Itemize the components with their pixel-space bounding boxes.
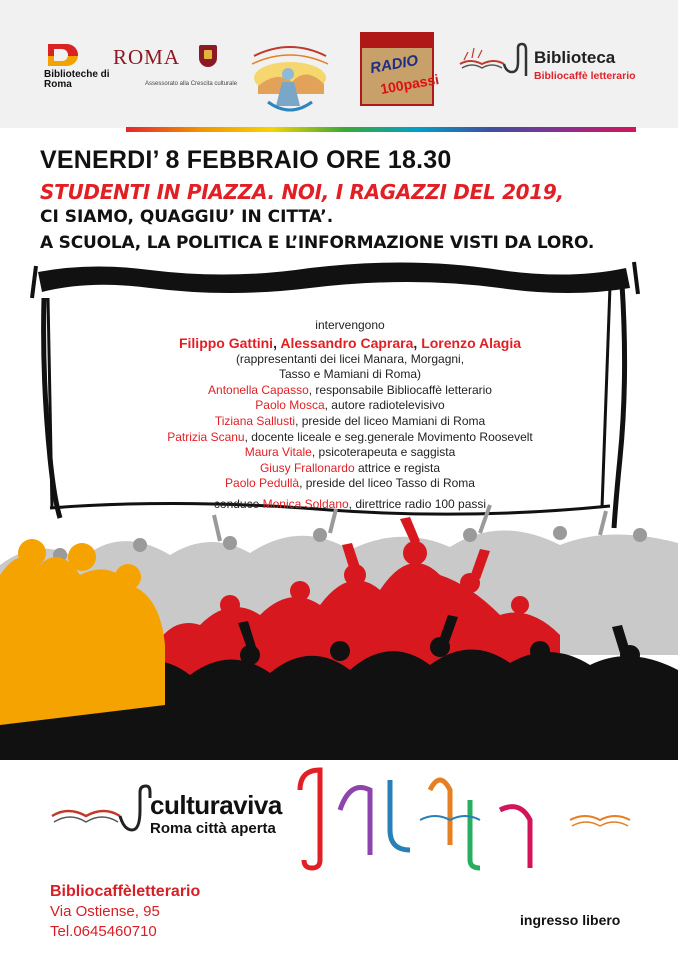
speaker-row <box>150 414 550 430</box>
venue-name: Bibliocaffèletterario <box>50 883 201 900</box>
partner-logos-band <box>0 0 678 128</box>
roma-capitale-logo <box>113 45 238 95</box>
culturaviva-graphics <box>50 750 650 875</box>
roma-crest-icon <box>199 45 217 67</box>
moderator-line: conduce Monica Soldano, direttrice radio 100 passi <box>213 496 487 511</box>
student-reps-note-2: Tasso e Mamiani di Roma) <box>278 367 422 382</box>
speaker-role: , autore radiotelevisivo <box>324 398 445 413</box>
speaker-name: Tiziana Sallusti <box>214 413 296 428</box>
speaker-role: attrice e regista <box>354 460 441 475</box>
speaker-row <box>150 398 550 414</box>
speaker-role: , preside del liceo Mamiani di Roma <box>295 413 486 428</box>
radio-100passi-logo <box>360 32 441 106</box>
speaker-row <box>150 445 550 461</box>
speaker-role: , docente liceale e seg.generale Movimento Roosevelt <box>244 429 533 444</box>
speaker-name: Antonella Capasso <box>208 382 309 397</box>
free-entry-label: ingresso libero <box>520 912 621 928</box>
100passi-label: 100passi <box>379 70 441 98</box>
speaker-name: Giusy Frallonardo <box>259 460 355 475</box>
speaker-row <box>150 430 550 446</box>
venue-street: Via Ostiense, 95 <box>50 903 160 920</box>
speaker-filippo-gattini: Filippo Gattini <box>178 334 274 351</box>
speaker-name: Paolo Mosca <box>255 398 325 413</box>
student-speakers: Filippo Gattini, Alessandro Caprara, Lorenzo Alagia <box>178 334 522 351</box>
biblioteche-di-roma-logo <box>44 40 114 90</box>
biblioteche-di-roma-label: Biblioteche di Roma <box>44 69 110 90</box>
speaker-lorenzo-alagia: Lorenzo Alagia <box>421 334 522 351</box>
radio-label: RADIO <box>368 51 420 78</box>
speaker-name: Paolo Pedullà <box>225 476 300 491</box>
student-reps-note-1: (rappresentanti dei licei Manara, Morgagni, <box>235 351 465 366</box>
biblioteca-title: Biblioteca <box>534 48 616 67</box>
speaker-row <box>150 461 550 477</box>
event-title-line-2: CI SIAMO, QUAGGIU’ IN CITTA’. <box>40 207 334 227</box>
event-title-line-1: STUDENTI IN PIAZZA. NOI, I RAGAZZI DEL 2019, <box>40 180 564 204</box>
venue-phone: Tel.0645460710 <box>50 923 157 940</box>
roma-assessorato-label: Assessorato alla Crescita culturale <box>145 81 238 87</box>
crowd-illustration <box>0 505 678 760</box>
speaker-role: , preside del liceo Tasso di Roma <box>299 476 475 491</box>
rainbow-divider <box>126 127 636 132</box>
speaker-row <box>150 476 550 492</box>
event-emblem-logo <box>248 26 332 122</box>
culturaviva-title: culturaviva <box>150 790 282 820</box>
culturaviva-subtitle: Roma città aperta <box>150 820 276 837</box>
event-title-line-3: A SCUOLA, LA POLITICA E L’INFORMAZIONE VISTI DA LORO. <box>40 233 595 253</box>
venue-address <box>50 882 200 942</box>
culturaviva-logo <box>50 750 650 875</box>
roma-wordmark: ROMA <box>113 45 181 69</box>
speaker-alessandro-caprara: Alessandro Caprara <box>280 334 414 351</box>
moderator-name: Monica Soldano <box>262 496 349 511</box>
speaker-name: Maura Vitale <box>244 445 312 460</box>
speakers-intro: intervengono <box>315 318 385 332</box>
biblioteca-bibliocaffe-logo <box>458 42 648 88</box>
speaker-role: , psicoterapeuta e saggista <box>311 445 456 460</box>
speakers-list <box>150 318 550 513</box>
speaker-name: Patrizia Scanu <box>167 429 245 444</box>
speaker-row <box>150 383 550 399</box>
bibliocaffe-subtitle: Bibliocaffè letterario <box>534 70 636 82</box>
event-date-heading: VENERDI’ 8 FEBBRAIO ORE 18.30 <box>40 146 452 174</box>
open-book-icon <box>458 42 534 82</box>
speaker-role: , responsabile Bibliocaffè letterario <box>308 382 492 397</box>
